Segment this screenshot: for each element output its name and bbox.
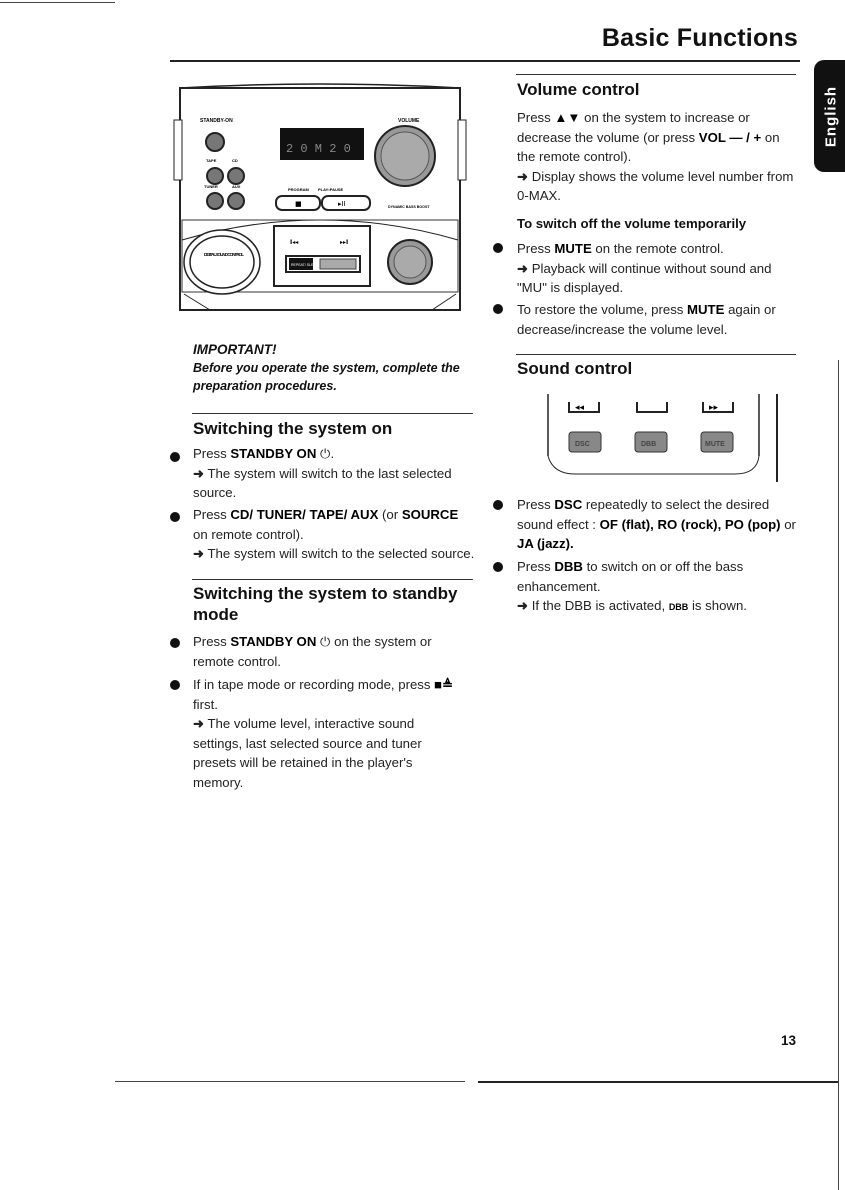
bullet	[493, 562, 503, 572]
svg-text:CD: CD	[232, 158, 238, 163]
standby-step-2: If in tape mode or recording mode, press ■≜ first. ➜ The volume level, interactive sound settings, last selected source and tuner presets will be retained in the player's memory.	[193, 677, 454, 790]
page-number: 13	[781, 1033, 797, 1048]
mute-step-2: To restore the volume, press MUTE again or decrease/increase the volume level.	[517, 302, 776, 337]
language-tab-label: English	[822, 85, 840, 148]
important-heading: IMPORTANT!	[193, 342, 277, 357]
svg-text:■: ■	[295, 200, 302, 208]
remote-next-key: ▸▸	[709, 403, 719, 413]
bullet	[493, 500, 503, 510]
mute-subheading: To switch off the volume temporarily	[517, 216, 747, 231]
play-key	[322, 196, 370, 210]
standby-title: Switching the system to standby mode	[193, 584, 458, 624]
cd-button	[228, 168, 244, 184]
remote-prev-key: ◂◂	[575, 403, 585, 413]
scan-edge-right	[838, 360, 839, 1190]
switch-on-step-2: Press CD/ TUNER/ TAPE/ AUX (or SOURCE on remote control). ➜ The system will switch to the selected source.	[193, 507, 475, 561]
device-illustration	[170, 80, 470, 312]
header-rule	[170, 60, 800, 62]
svg-text:DSC: DSC	[575, 441, 590, 448]
standby-button	[206, 133, 224, 151]
mute-step-1: Press MUTE on the remote control. ➜ Playback will continue without sound and "MU" is displayed.	[517, 241, 772, 295]
switch-on-title: Switching the system on	[193, 419, 393, 438]
svg-text:I◂◂: I◂◂	[290, 239, 299, 246]
svg-text:DBB: DBB	[641, 441, 657, 448]
scan-edge-bottom	[115, 1081, 465, 1082]
section-rule	[516, 74, 796, 75]
language-tab	[814, 60, 845, 172]
scan-edge-top	[0, 2, 115, 3]
bullet	[493, 243, 503, 253]
scan-edge-bottom-right	[478, 1081, 838, 1083]
svg-text:TAPE: TAPE	[206, 158, 217, 163]
svg-text:▸▸I: ▸▸I	[340, 239, 349, 246]
aux-button	[228, 193, 244, 209]
switch-on-step-1: Press STANDBY ON ⏻. ➜ The system will switch to the last selected source.	[193, 446, 452, 500]
important-text: Before you operate the system, complete the preparation procedures.	[193, 361, 460, 393]
svg-text:DYNAMIC BASS BOOST: DYNAMIC BASS BOOST	[388, 205, 430, 209]
sound-title: Sound control	[517, 359, 633, 378]
svg-text:PLAY•PAUSE: PLAY•PAUSE	[318, 187, 344, 192]
standby-label: STANDBY-ON	[200, 118, 233, 124]
dbb-step: Press DBB to switch on or off the bass enhancement. ➜ If the DBB is activated, DBB is shown.	[517, 559, 747, 613]
svg-text:TUNER: TUNER	[204, 184, 218, 189]
volume-label: VOLUME	[398, 118, 420, 124]
bullet	[170, 680, 180, 690]
dsc-step: Press DSC repeatedly to select the desired sound effect : OF (flat), RO (rock), PO (pop) or JA (jazz).	[517, 497, 796, 551]
bullet	[170, 512, 180, 522]
svg-text:AUX: AUX	[232, 184, 241, 189]
tape-button	[207, 168, 223, 184]
bullet	[170, 452, 180, 462]
tuner-button	[207, 193, 223, 209]
section-rule	[192, 579, 473, 580]
page-title: Basic Functions	[601, 24, 798, 52]
remote-illustration	[545, 394, 785, 484]
bullet	[493, 304, 503, 314]
svg-text:MUTE: MUTE	[705, 441, 725, 448]
volume-intro: Press ▲▼ on the system to increase or decrease the volume (or press VOL — / + on the remote control). ➜ Display shows the volume level number from 0-MAX.	[517, 110, 794, 203]
section-rule	[192, 413, 473, 414]
bullet	[170, 638, 180, 648]
svg-text:PROGRAM: PROGRAM	[288, 187, 309, 192]
svg-text:▸II: ▸II	[338, 200, 346, 208]
standby-step-1: Press STANDBY ON ⏻ on the system or remote control.	[193, 634, 432, 669]
svg-text:2 0 M 2 0: 2 0 M 2 0	[286, 142, 351, 156]
svg-text:REPEAT/ SLEEP: REPEAT/ SLEEP	[291, 263, 318, 267]
volume-title: Volume control	[517, 80, 640, 99]
dsc-label: DIGITAL SOUND CONTROL	[204, 252, 244, 257]
section-rule	[516, 354, 796, 355]
